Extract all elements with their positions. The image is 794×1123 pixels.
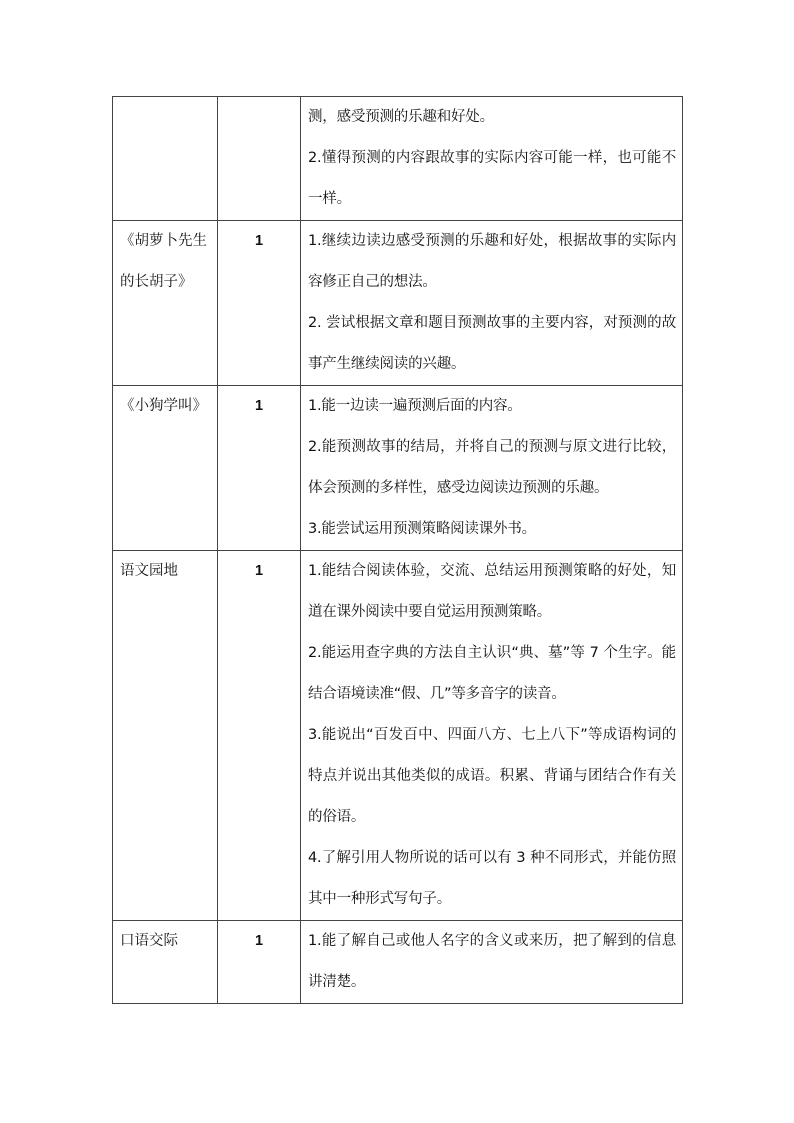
goal-item: 3.能说出“百发百中、四面八方、七上八下”等成语构词的特点并说出其他类似的成语。积累、背诵与团结合作有关的俗语。 <box>308 727 676 825</box>
lesson-hours: 1 <box>254 398 264 414</box>
goal-item: 2.能运用查字典的方法自主认识“典、墓”等 7 个生字。能结合语境读准“假、几”等多音字的读音。 <box>308 645 676 702</box>
goal-item: 1.能结合阅读体验，交流、总结运用预测策略的好处，知道在课外阅读中要自觉运用预测策略。 <box>308 563 676 620</box>
goals-cell <box>301 551 683 921</box>
lesson-plan-table <box>112 96 683 1004</box>
goal-item: 2. 尝试根据文章和题目预测故事的主要内容，对预测的故事产生继续阅读的兴趣。 <box>308 315 676 372</box>
hours-cell <box>218 97 301 221</box>
goals-cell <box>301 386 683 551</box>
lesson-cell <box>113 97 218 221</box>
table-row <box>113 221 683 386</box>
lesson-title: 《小狗学叫》 <box>120 398 207 414</box>
hours-cell <box>218 551 301 921</box>
hours-cell <box>218 221 301 386</box>
table-row <box>113 551 683 921</box>
goal-item: 1.能了解自己或他人名字的含义或来历，把了解到的信息讲清楚。 <box>308 933 676 990</box>
lesson-title: 口语交际 <box>120 933 178 949</box>
lesson-cell <box>113 221 218 386</box>
goals-cell <box>301 97 683 221</box>
lesson-hours: 1 <box>254 933 264 949</box>
table-row <box>113 386 683 551</box>
lesson-title: 《胡萝卜先生的长胡子》 <box>120 233 207 290</box>
goal-item: 2.能预测故事的结局，并将自己的预测与原文进行比较，体会预测的多样性，感受边阅读边预测的乐趣。 <box>308 439 676 496</box>
lesson-cell <box>113 386 218 551</box>
goal-item: 4.了解引用人物所说的话可以有 3 种不同形式，并能仿照其中一种形式写句子。 <box>308 850 676 907</box>
lesson-title: 语文园地 <box>120 563 178 579</box>
goals-list <box>301 97 682 220</box>
lesson-title <box>113 86 217 97</box>
goal-item: 测，感受预测的乐趣和好处。 <box>308 109 494 125</box>
goals-list <box>301 386 682 550</box>
goals-list <box>301 551 682 920</box>
hours-cell <box>218 921 301 1004</box>
goals-cell <box>301 221 683 386</box>
lesson-hours: 1 <box>254 233 264 249</box>
goal-item: 3.能尝试运用预测策略阅读课外书。 <box>308 521 536 537</box>
lesson-hours: 1 <box>254 563 264 579</box>
goal-item: 2.懂得预测的内容跟故事的实际内容可能一样，也可能不一样。 <box>308 150 676 207</box>
hours-cell <box>218 386 301 551</box>
table-row <box>113 97 683 221</box>
table-row <box>113 921 683 1004</box>
goals-list <box>301 221 682 385</box>
goals-list <box>301 921 682 1003</box>
goal-item: 1.能一边读一遍预测后面的内容。 <box>308 398 522 414</box>
goals-cell <box>301 921 683 1004</box>
lesson-cell <box>113 551 218 921</box>
lesson-cell <box>113 921 218 1004</box>
goal-item: 1.继续边读边感受预测的乐趣和好处，根据故事的实际内容修正自己的想法。 <box>308 233 676 290</box>
